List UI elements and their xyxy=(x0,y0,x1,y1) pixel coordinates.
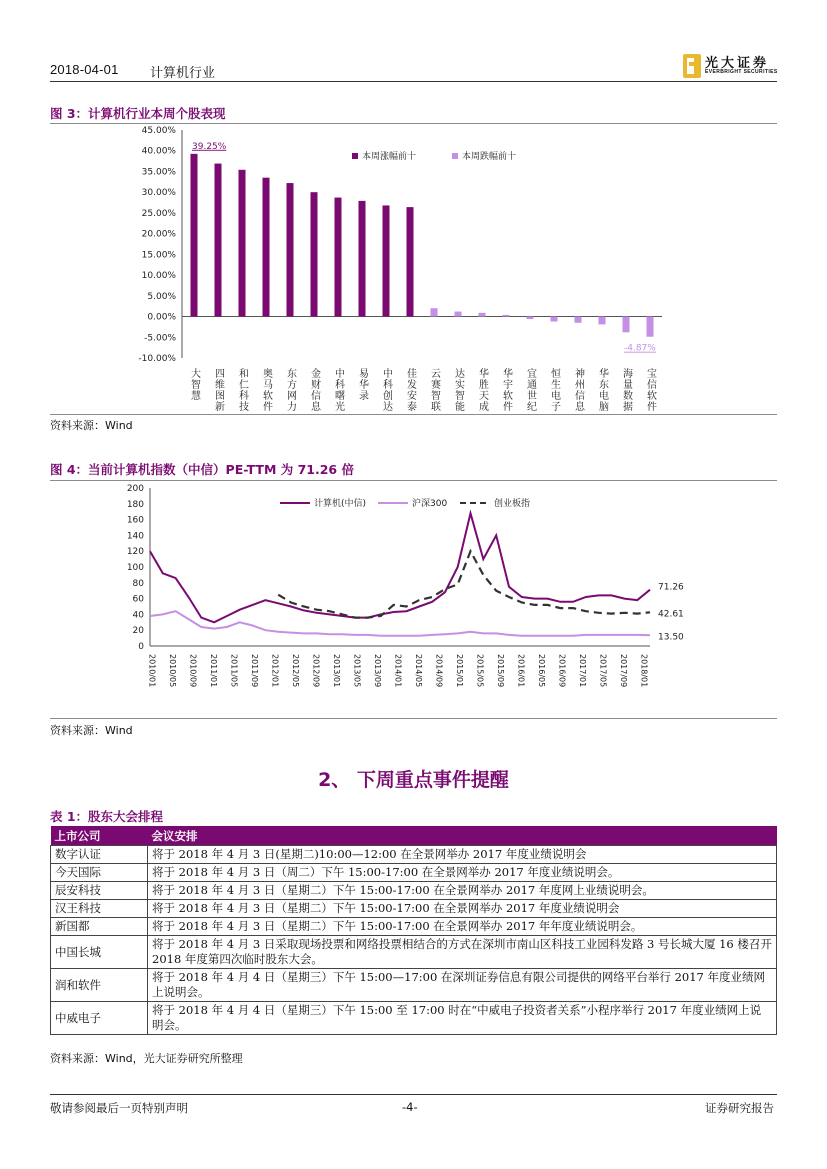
y-tick-label: 200 xyxy=(126,484,144,494)
x-tick-label: 2010/01 xyxy=(147,654,157,688)
section-title: 2、 下周重点事件提醒 xyxy=(318,769,509,791)
x-tick-label: 2017/01 xyxy=(578,654,587,688)
shareholder-meeting-table xyxy=(50,826,777,1035)
x-tick-label: 2018/01 xyxy=(639,654,649,688)
data-label: -4.87% xyxy=(624,343,656,354)
figure4-bottom-rule xyxy=(50,718,777,719)
bar xyxy=(191,154,198,317)
bar xyxy=(311,192,318,316)
y-tick-label: 10.00% xyxy=(141,271,176,282)
header-divider xyxy=(50,81,777,82)
category-label: 和仁科技 xyxy=(236,368,248,412)
company-cell: 润和软件 xyxy=(51,969,148,1002)
table-header-row xyxy=(51,826,777,846)
x-tick-label: 2012/01 xyxy=(270,654,280,688)
arrangement-cell: 将于 2018 年 4 月 3 日(星期二)10:00—12:00 在全景网举办 2017 年度业绩说明会 xyxy=(148,846,777,864)
y-tick-label: 0.00% xyxy=(147,312,176,323)
data-label: 39.25% xyxy=(192,141,227,152)
arrangement-cell: 将于 2018 年 4 月 3 日（星期二）下午 15:00-17:00 在全景网举办 2017 年度业绩说明会 xyxy=(148,900,777,918)
table1-title: 表 1：股东大会排程 xyxy=(50,809,164,824)
bar xyxy=(527,317,534,319)
legend-label: 创业板指 xyxy=(494,499,531,509)
category-label: 中科曙光 xyxy=(332,368,344,412)
y-tick-label: 0 xyxy=(138,642,144,652)
y-tick-label: -5.00% xyxy=(144,333,176,344)
bar xyxy=(431,308,438,316)
logo-text-cn: 光大证券 xyxy=(705,56,770,71)
figure4-source: 资料来源：Wind xyxy=(50,724,133,737)
legend-label: 沪深300 xyxy=(412,499,448,509)
bar xyxy=(551,317,558,322)
footer-disclaimer: 敬请参阅最后一页特别声明 xyxy=(50,1101,188,1115)
x-tick-label: 2017/09 xyxy=(619,654,628,688)
arrangement-cell: 将于 2018 年 4 月 3 日（星期二）下午 15:00-17:00 在全景网举办 2017 年年度业绩说明会。 xyxy=(148,918,777,936)
company-cell: 汉王科技 xyxy=(51,900,148,918)
x-tick-label: 2011/01 xyxy=(209,654,218,688)
category-label: 华东电脑 xyxy=(596,368,608,412)
legend-swatch xyxy=(352,153,358,159)
report-date: 2018-04-01 xyxy=(50,62,119,77)
bar xyxy=(215,164,222,317)
y-tick-label: 35.00% xyxy=(141,167,176,178)
bar xyxy=(335,198,342,317)
end-value-label: 42.61 xyxy=(658,609,684,620)
y-tick-label: 40.00% xyxy=(141,146,176,157)
company-cell: 数字认证 xyxy=(51,846,148,864)
y-tick-label: 180 xyxy=(126,499,144,510)
y-tick-label: 5.00% xyxy=(147,291,176,302)
figure3-top-rule xyxy=(50,123,777,124)
bar xyxy=(479,313,486,317)
company-cell: 新国都 xyxy=(51,918,148,936)
bar xyxy=(455,312,462,317)
bar xyxy=(239,170,246,317)
category-label: 中科创达 xyxy=(380,368,392,412)
x-tick-label: 2016/01 xyxy=(516,654,526,688)
end-value-label: 71.26 xyxy=(658,582,684,593)
x-tick-label: 2013/09 xyxy=(373,654,382,688)
y-tick-label: 20.00% xyxy=(141,229,176,240)
figure3-source: 资料来源：Wind xyxy=(50,419,133,432)
footer-report-type: 证券研究报告 xyxy=(705,1101,774,1115)
figure3-bar-chart xyxy=(130,125,690,420)
x-tick-label: 2014/01 xyxy=(393,654,403,688)
y-tick-label: 160 xyxy=(126,515,144,526)
bar xyxy=(263,178,270,317)
figure4-top-rule xyxy=(50,480,777,481)
page-number: -4- xyxy=(402,1100,418,1114)
legend-label: 计算机(中信) xyxy=(314,499,367,509)
x-tick-label: 2016/05 xyxy=(537,654,546,688)
table-row xyxy=(51,936,777,969)
x-tick-label: 2013/05 xyxy=(352,654,362,688)
bar xyxy=(623,317,630,333)
category-label: 云赛智联 xyxy=(428,368,440,412)
y-tick-label: 40 xyxy=(132,610,144,621)
table-header-company: 上市公司 xyxy=(51,826,148,846)
y-tick-label: 120 xyxy=(126,547,144,558)
y-tick-label: 140 xyxy=(126,531,144,542)
category-label: 华胜天成 xyxy=(476,368,488,412)
category-label: 恒生电子 xyxy=(548,368,560,412)
table-row xyxy=(51,918,777,936)
x-tick-label: 2011/05 xyxy=(229,654,239,688)
company-cell: 中威电子 xyxy=(51,1002,148,1035)
x-tick-label: 2010/05 xyxy=(168,654,177,688)
x-tick-label: 2012/05 xyxy=(291,654,300,688)
figure4-line-chart xyxy=(110,482,710,702)
x-tick-label: 2011/09 xyxy=(250,654,259,688)
logo-text-en: EVERBRIGHT SECURITIES xyxy=(705,69,778,75)
x-tick-label: 2015/01 xyxy=(455,654,464,688)
company-cell: 今天国际 xyxy=(51,864,148,882)
category-label: 大智慧 xyxy=(188,368,200,401)
y-tick-label: 45.00% xyxy=(141,126,176,136)
table1-source: 资料来源：Wind，光大证券研究所整理 xyxy=(50,1052,243,1065)
company-cell: 辰安科技 xyxy=(51,882,148,900)
company-cell: 中国长城 xyxy=(51,936,148,969)
table-row xyxy=(51,882,777,900)
industry-label: 计算机行业 xyxy=(150,65,216,80)
x-tick-label: 2017/05 xyxy=(598,654,608,688)
table-row xyxy=(51,969,777,1002)
legend-label: 本周涨幅前十 xyxy=(362,152,417,162)
x-tick-label: 2013/01 xyxy=(332,654,341,688)
y-tick-label: 100 xyxy=(126,563,144,573)
arrangement-cell: 将于 2018 年 4 月 4 日（星期三）下午 15:00—17:00 在深圳证券信息有限公司提供的网络平台举行 2017 年度业绩网上说明会。 xyxy=(148,969,777,1002)
company-logo xyxy=(683,52,783,80)
bar xyxy=(287,183,294,316)
y-tick-label: 15.00% xyxy=(141,250,176,261)
y-tick-label: 30.00% xyxy=(141,188,176,199)
figure4-title: 图 4：当前计算机指数（中信）PE-TTM 为 71.26 倍 xyxy=(50,462,354,477)
x-tick-label: 2014/09 xyxy=(434,654,444,688)
y-tick-label: 20 xyxy=(132,626,144,637)
x-tick-label: 2015/05 xyxy=(475,654,485,688)
x-tick-label: 2015/09 xyxy=(496,654,505,688)
arrangement-cell: 将于 2018 年 4 月 3 日（周二）下午 15:00-17:00 在全景网举办 2017 年度业绩说明会。 xyxy=(148,864,777,882)
bar xyxy=(407,207,414,316)
legend-label: 本周跌幅前十 xyxy=(462,152,517,162)
bar xyxy=(503,315,510,317)
x-tick-label: 2012/09 xyxy=(311,654,321,688)
end-value-label: 13.50 xyxy=(658,632,684,643)
x-tick-label: 2010/09 xyxy=(188,654,198,688)
logo-mark-icon xyxy=(683,54,701,78)
bar xyxy=(575,317,582,323)
category-label: 佳发安泰 xyxy=(404,368,416,412)
category-label: 达实智能 xyxy=(452,368,464,412)
arrangement-cell: 将于 2018 年 4 月 3 日（星期二）下午 15:00-17:00 在全景网举办 2017 年度网上业绩说明会。 xyxy=(148,882,777,900)
arrangement-cell: 将于 2018 年 4 月 3 日采取现场投票和网络投票相结合的方式在深圳市南山区科技工业园科发路 3 号长城大厦 16 楼召开 2018 年度第四次临时股东大会。 xyxy=(148,936,777,969)
figure3-bottom-rule xyxy=(50,414,777,415)
category-label: 金财信息 xyxy=(308,368,320,412)
series-line xyxy=(278,551,650,617)
legend-swatch xyxy=(452,153,458,159)
series-line xyxy=(150,611,650,636)
y-tick-label: 25.00% xyxy=(141,208,176,219)
figure3-title: 图 3：计算机行业本周个股表现 xyxy=(50,106,226,121)
x-tick-label: 2014/05 xyxy=(414,654,423,688)
bar xyxy=(599,317,606,325)
category-label: 东方网力 xyxy=(284,368,296,412)
category-label: 奥马软件 xyxy=(260,368,272,412)
table-row xyxy=(51,846,777,864)
y-tick-label: 60 xyxy=(132,594,144,605)
table-row xyxy=(51,1002,777,1035)
category-label: 宜通世纪 xyxy=(524,368,536,412)
footer-divider xyxy=(50,1094,777,1095)
bar xyxy=(383,205,390,316)
bar xyxy=(359,201,366,317)
table-header-arrangement: 会议安排 xyxy=(148,826,777,846)
bar xyxy=(647,317,654,337)
y-tick-label: -10.00% xyxy=(138,354,176,364)
category-label: 宝信软件 xyxy=(644,368,656,412)
table-row xyxy=(51,900,777,918)
table-row xyxy=(51,864,777,882)
arrangement-cell: 将于 2018 年 4 月 4 日（星期三）下午 15:00 至 17:00 时在“中威电子投资者关系”小程序举行 2017 年度业绩网上说明会。 xyxy=(148,1002,777,1035)
y-tick-label: 80 xyxy=(132,578,144,589)
category-label: 神州信息 xyxy=(572,368,584,412)
x-tick-label: 2016/09 xyxy=(557,654,567,688)
category-label: 易华录 xyxy=(356,368,368,401)
category-label: 四维图新 xyxy=(212,368,224,412)
category-label: 华宇软件 xyxy=(500,368,512,412)
category-label: 海量数据 xyxy=(620,368,632,412)
